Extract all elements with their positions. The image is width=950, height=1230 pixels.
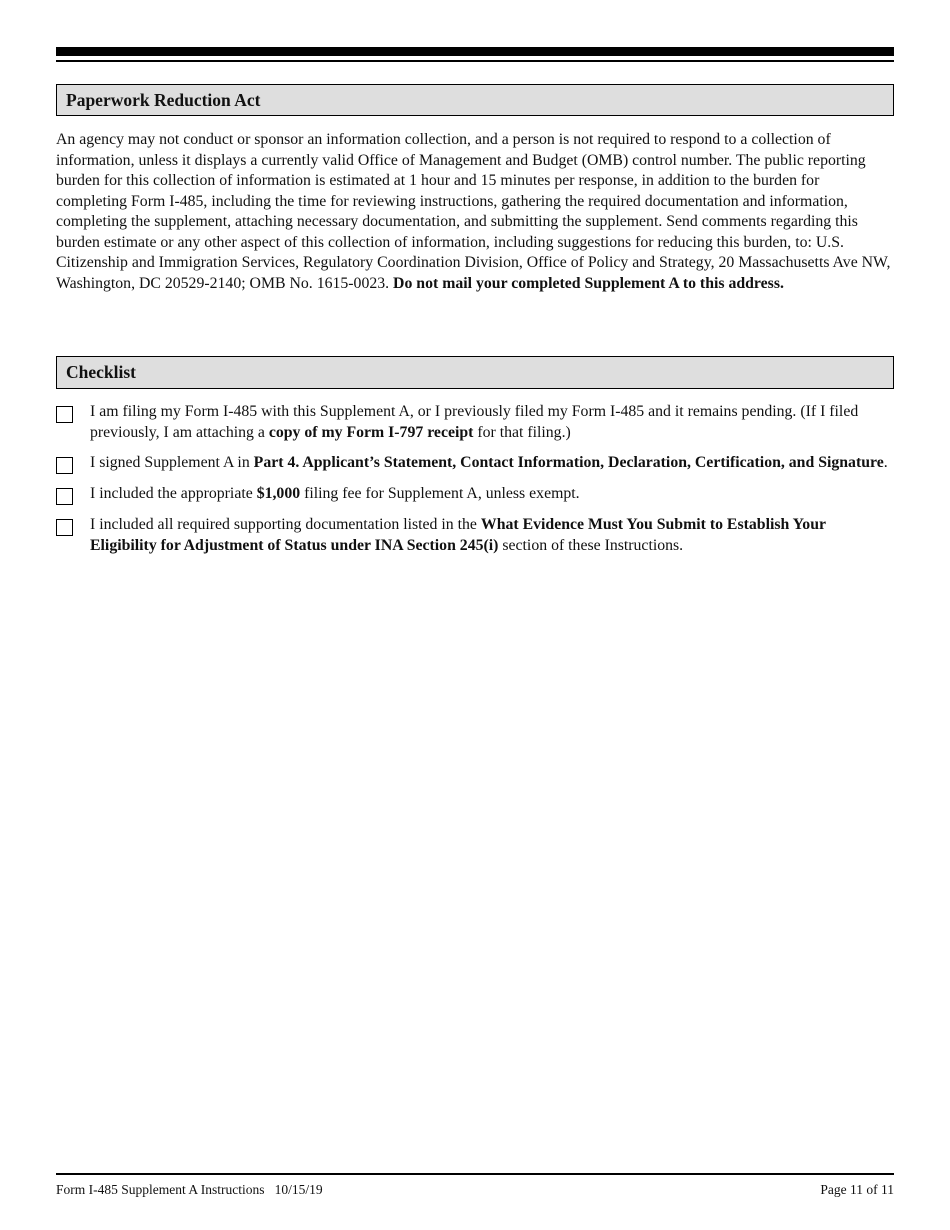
checklist-item-text-part: filing fee for Supplement A, unless exempt. — [300, 485, 580, 502]
paperwork-reduction-act-heading: Paperwork Reduction Act — [56, 84, 894, 116]
checkbox[interactable] — [56, 406, 73, 423]
checklist-item-bold: Part 4. Applicant’s Statement, Contact Information, Declaration, Certification, and Signature — [253, 454, 884, 471]
checklist-item-bold: copy of my Form I-797 receipt — [268, 424, 474, 441]
checklist — [56, 401, 894, 565]
checklist-item — [56, 452, 894, 474]
paperwork-reduction-act-text — [56, 130, 894, 294]
checklist-item — [56, 483, 894, 505]
paperwork-bold-notice: Do not mail your completed Supplement A to this address. — [393, 274, 784, 292]
checklist-item-text-part: I am filing my Form I-485 with this Supplement A, or I previously filed my Form I-485 and it remains pending. (If I filed previously, I am attaching a — [90, 403, 859, 441]
checklist-item-text-part: . — [883, 454, 888, 471]
footer-form-name: Form I-485 Supplement A Instructions 10/15/19 — [56, 1182, 323, 1197]
checkbox[interactable] — [56, 519, 73, 536]
checkbox[interactable] — [56, 457, 73, 474]
checklist-item-text-part: I included the appropriate — [90, 485, 257, 502]
checklist-item-text-part: I signed Supplement A in — [90, 454, 254, 471]
checklist-item-text — [90, 452, 894, 473]
footer-rule — [56, 1173, 894, 1175]
checklist-item-bold: $1,000 — [256, 485, 301, 502]
top-rule-thin — [56, 60, 894, 62]
checklist-item-bold: What Evidence Must You Submit to Establish Your Eligibility for Adjustment of Status under INA Section 245(i) — [90, 516, 826, 554]
top-rule-thick — [56, 47, 894, 56]
checklist-item-text — [90, 401, 894, 443]
checklist-item — [56, 401, 894, 443]
checklist-heading: Checklist — [56, 356, 894, 389]
checklist-item-text — [90, 483, 894, 504]
checklist-item-text-part: for that filing.) — [473, 424, 571, 441]
checklist-item — [56, 514, 894, 556]
checklist-item-text-part: section of these Instructions. — [498, 537, 684, 554]
checklist-item-text — [90, 514, 894, 556]
checkbox[interactable] — [56, 488, 73, 505]
footer-page-number: Page 11 of 11 — [820, 1182, 894, 1197]
checklist-item-text-part: I included all required supporting documentation listed in the — [90, 516, 481, 533]
paperwork-body-text: An agency may not conduct or sponsor an information collection, and a person is not required to respond to a collection of information, unless it displays a currently valid Office of Management and Budget (OMB) control number. The public reporting burden for this collection of information is estimated at 1 hour and 15 minutes per response, in addition to the burden for completing Form I-485, including the time for reviewing instructions, gathering the required documentation and information, completing the supplement, attaching necessary documentation, and submitting the supplement. Send comments regarding this burden estimate or any other aspect of this collection of information, including suggestions for reducing this burden, to: U.S. Citizenship and Immigration Services, Regulatory Coordination Division, Office of Policy and Strategy, 20 Massachusetts Ave NW, Washington, DC 20529-2140; OMB No. 1615-0023. — [56, 131, 891, 292]
